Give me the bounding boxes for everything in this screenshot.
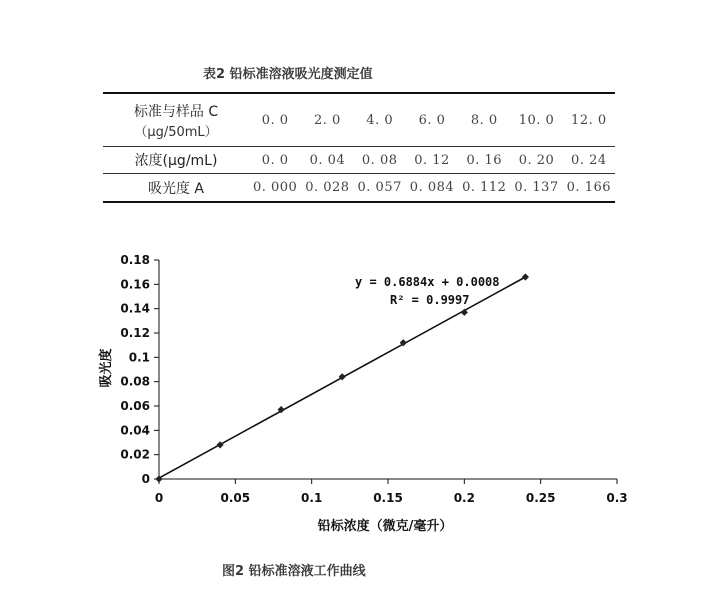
table-cell: 0. 08	[354, 147, 406, 174]
row-header-concentration: 浓度(μg/mL)	[103, 147, 249, 174]
x-tick-label: 0	[154, 491, 164, 505]
table-cell: 2. 0	[314, 112, 341, 128]
row-header-unit: （μg/50mL）	[134, 124, 218, 140]
table-row	[103, 93, 615, 147]
row-header-absorbance: 吸光度 A	[103, 174, 249, 203]
x-tick-label: 0.05	[220, 491, 251, 505]
data-points	[155, 273, 529, 482]
table-cell: 0. 137	[510, 174, 562, 203]
table-cell: 0. 057	[354, 174, 406, 203]
table-cell: 0. 000	[249, 174, 301, 203]
x-tick-label: 0.1	[301, 491, 323, 505]
table-caption: 表2 铅标准溶液吸光度测定值	[203, 67, 373, 82]
table-cell: 0. 04	[301, 147, 353, 174]
table-cell: 0. 084	[406, 174, 458, 203]
y-tick-label: 0.04	[120, 423, 150, 438]
calibration-chart	[90, 240, 650, 550]
x-tick-label: 0.15	[373, 491, 403, 505]
table-cell: 8. 0	[470, 112, 498, 128]
table-cell: 0. 12	[406, 147, 458, 174]
y-tick-label: 0.12	[120, 326, 150, 340]
table-row	[103, 174, 615, 203]
y-axis-ticks	[120, 253, 159, 486]
y-tick-label: 0.16	[120, 277, 150, 292]
x-tick-label: 0.3	[606, 491, 628, 505]
table-cell: 0. 24	[563, 147, 615, 174]
table-cell: 0. 0	[261, 112, 289, 128]
row-header-label: 标准与样品 C	[133, 103, 219, 120]
y-tick-label: 0.1	[128, 350, 150, 365]
trendline-equation: y = 0.6884x + 0.0008	[355, 275, 500, 289]
table-cell: 0. 166	[563, 174, 615, 203]
y-tick-label: 0.06	[120, 399, 150, 413]
chart-axes	[159, 260, 617, 479]
table-cell: 0. 16	[458, 147, 510, 174]
table-cell: 0. 028	[301, 174, 353, 203]
x-tick-label: 0.25	[525, 491, 556, 505]
row-header-standard	[103, 93, 249, 147]
r-squared-label: R² = 0.9997	[390, 293, 470, 307]
y-tick-label: 0.08	[120, 374, 150, 389]
table-cell: 10. 0	[518, 112, 555, 128]
table-cell: 4. 0	[366, 112, 394, 128]
table-cell: 12. 0	[571, 112, 607, 128]
y-tick-label: 0.14	[120, 301, 150, 316]
table-cell: 6. 0	[418, 112, 446, 128]
x-axis-ticks	[155, 479, 628, 505]
y-axis-title: 吸光度	[99, 348, 114, 388]
table-cell: 0. 112	[458, 174, 510, 203]
table-row	[103, 147, 615, 174]
x-tick-label: 0.2	[453, 491, 475, 505]
table-cell: 0. 20	[510, 147, 562, 174]
absorbance-table	[103, 92, 615, 203]
table-cell: 0. 0	[249, 147, 301, 174]
y-tick-label: 0.18	[120, 253, 150, 267]
y-tick-label: 0	[141, 472, 150, 486]
y-tick-label: 0.02	[120, 447, 150, 462]
figure-caption: 图2 铅标准溶液工作曲线	[222, 564, 366, 579]
data-point-marker	[522, 273, 529, 280]
x-axis-title: 铅标浓度（微克/毫升）	[317, 519, 453, 534]
